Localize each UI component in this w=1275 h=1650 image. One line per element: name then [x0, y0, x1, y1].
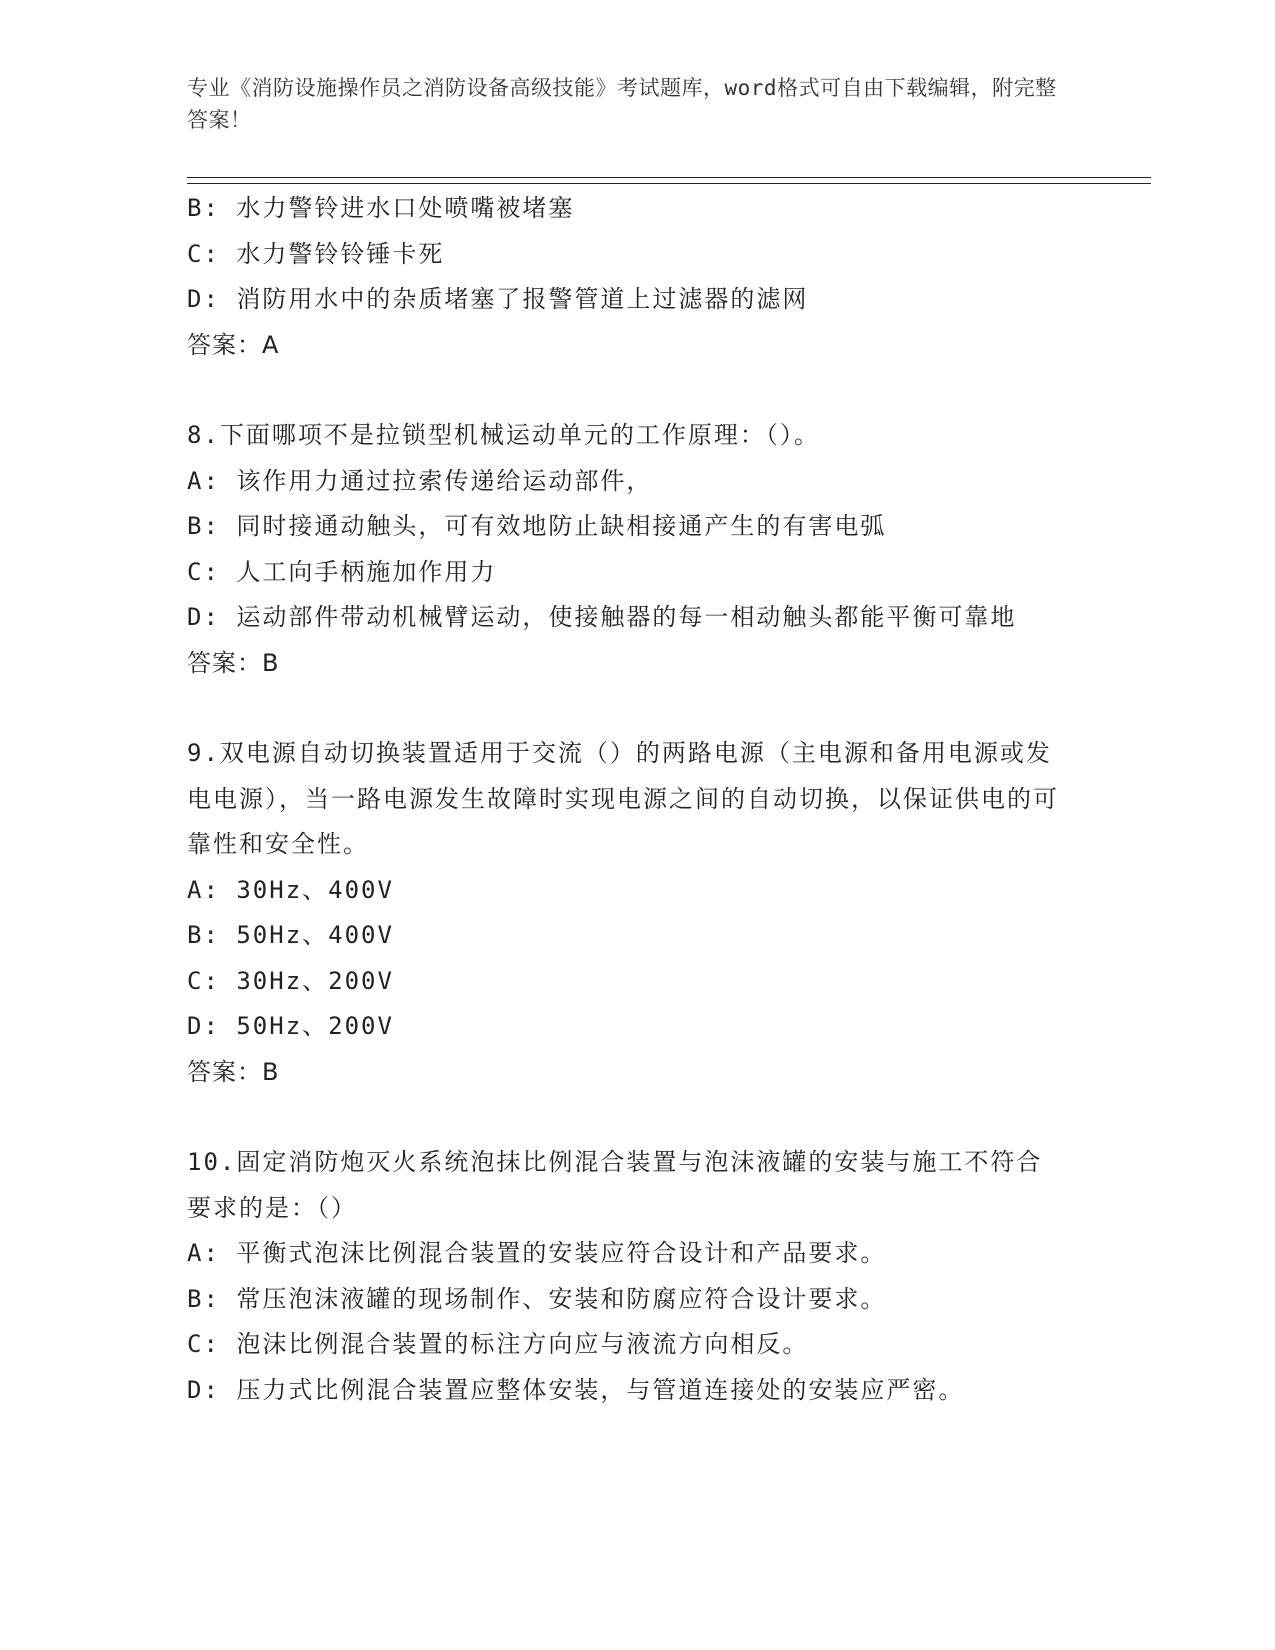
q9-option-c: C: 30Hz、200V — [187, 966, 394, 995]
header-divider-top — [187, 177, 1151, 178]
spacer — [187, 686, 1067, 731]
q9-option-a: A: 30Hz、400V — [187, 875, 394, 904]
q9-option-d: D: 50Hz、200V — [187, 1012, 394, 1040]
q10-option-d: D: 压力式比例混合装置应整体安装，与管道连接处的安装应严密。 — [187, 1375, 965, 1404]
page-header: 专业《消防设施操作员之消防设备高级技能》考试题库，word格式可自由下载编辑，附完整答案！ — [187, 76, 1057, 132]
q8-question: 8.下面哪项不是拉锁型机械运动单元的工作原理：（）。 — [187, 421, 820, 449]
q9-answer: 答案：B — [187, 1057, 280, 1086]
q8-option-b: B: 同时接通动触头，可有效地防止缺相接通产生的有害电弧 — [187, 512, 887, 540]
q7-option-b: B: 水力警铃进水口处喷嘴被堵塞 — [187, 194, 575, 222]
q10-option-a: A: 平衡式泡沫比例混合装置的安装应符合设计和产品要求。 — [187, 1239, 887, 1267]
q9-option-b: B: 50Hz、400V — [187, 921, 394, 949]
spacer — [187, 368, 1067, 413]
q8-answer: 答案：B — [187, 648, 280, 677]
q10-option-c: C: 泡沫比例混合装置的标注方向应与液流方向相反。 — [187, 1330, 809, 1358]
question-list — [187, 186, 1067, 1413]
q8-option-c: C: 人工向手柄施加作用力 — [187, 557, 497, 586]
q7-option-c: C: 水力警铃铃锤卡死 — [187, 239, 445, 268]
q8-option-d: D: 运动部件带动机械臂运动，使接触器的每一相动触头都能平衡可靠地 — [187, 603, 1017, 631]
q10-option-b: B: 常压泡沫液罐的现场制作、安装和防腐应符合设计要求。 — [187, 1284, 887, 1313]
q10-question: 10.固定消防炮灭火系统泡抹比例混合装置与泡沫液罐的安装与施工不符合要求的是：（） — [187, 1148, 1043, 1222]
q7-answer: 答案：A — [187, 330, 280, 359]
header-divider-bottom — [187, 183, 1151, 184]
q9-question: 9.双电源自动切换装置适用于交流（）的两路电源（主电源和备用电源或发电电源），当一路电源发生故障时实现电源之间的自动切换，以保证供电的可靠性和安全性。 — [187, 739, 1059, 858]
q8-option-a: A: 该作用力通过拉索传递给运动部件， — [187, 466, 653, 495]
spacer — [187, 1095, 1067, 1140]
q7-option-d: D: 消防用水中的杂质堵塞了报警管道上过滤器的滤网 — [187, 285, 809, 313]
